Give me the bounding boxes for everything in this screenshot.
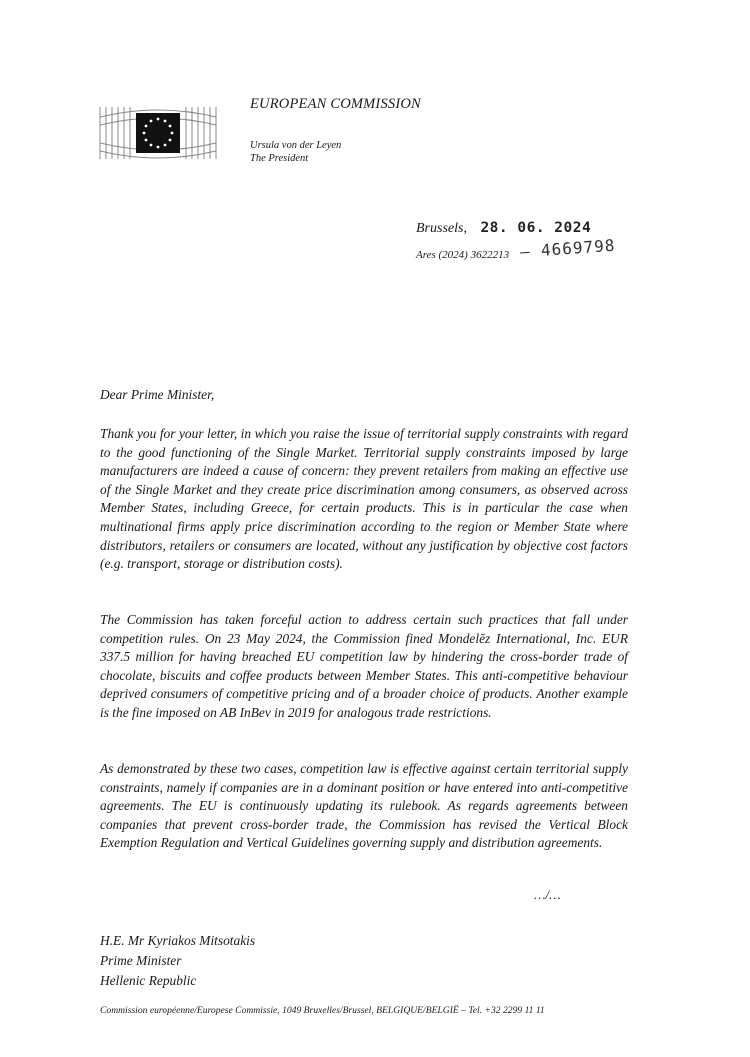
continuation-mark: …/… bbox=[534, 887, 561, 902]
addressee-country: Hellenic Republic bbox=[100, 973, 197, 988]
addressee-block bbox=[100, 931, 255, 991]
body-paragraph-2: The Commission has taken forceful action to address certain such practices that fall under competition rules. On 23 May 2024, the Commission fined Mondelēz International, Inc. EUR 337.5 million for having breached EU competition law by hindering the cross-border trade of chocolate, biscuits and coffee products between Member States. This anti-competitive behaviour deprived consumers of competitive pricing and of a broader choice of products. Another example is the fine imposed on AB InBev in 2019 for analogous trade restrictions. bbox=[100, 612, 628, 720]
body-paragraph-3: As demonstrated by these two cases, competition law is effective against certain territorial supply constraints, namely if companies are in a dominant position or have entered into anti-competitive agreements. The EU is continuously updating its rulebook. As regards agreements between companies that prevent cross-border trade, the Commission has revised the Vertical Block Exemption Regulation and Vertical Guidelines governing supply and distribution agreements. bbox=[100, 761, 628, 851]
body-paragraph-1: Thank you for your letter, in which you raise the issue of territorial supply constraints with regard to the good functioning of the Single Market. Territorial supply constraints imposed by large manufacturers are indeed a cause of concern: they prevent retailers from making an effective use of the Single Market and they create price discrimination among consumers, as observed across Member States, including Greece, for certain products. This is in particular the case when multinational firms apply price discrimination according to the region or Member State where distributors, retailers or consumers are located, without any justification by objective cost factors (e.g. transport, storage or distribution costs). bbox=[100, 426, 628, 572]
salutation: Dear Prime Minister, bbox=[100, 387, 215, 402]
ares-reference: Ares (2024) 3622213 bbox=[416, 249, 510, 261]
footer-address: Commission européenne/Europese Commissie, 1049 Bruxelles/Brussel, BELGIQUE/BELGIË – Tel. +32 2299 11 11 bbox=[100, 1005, 545, 1016]
addressee-title: Prime Minister bbox=[100, 953, 182, 968]
sender-name: Ursula von der Leyen bbox=[250, 140, 342, 151]
dateline bbox=[416, 220, 591, 237]
reference-line bbox=[416, 235, 616, 262]
european-commission-logo-icon bbox=[98, 103, 238, 165]
dateline-place: Brussels, bbox=[416, 221, 467, 236]
institution-name: EUROPEAN COMMISSION bbox=[250, 96, 421, 112]
addressee-name: H.E. Mr Kyriakos Mitsotakis bbox=[100, 933, 256, 948]
sender-title: The President bbox=[250, 153, 309, 164]
handwritten-reference: – 4669798 bbox=[519, 235, 616, 262]
sender-block bbox=[250, 139, 341, 165]
date-stamp: 28. 06. 2024 bbox=[480, 220, 592, 236]
